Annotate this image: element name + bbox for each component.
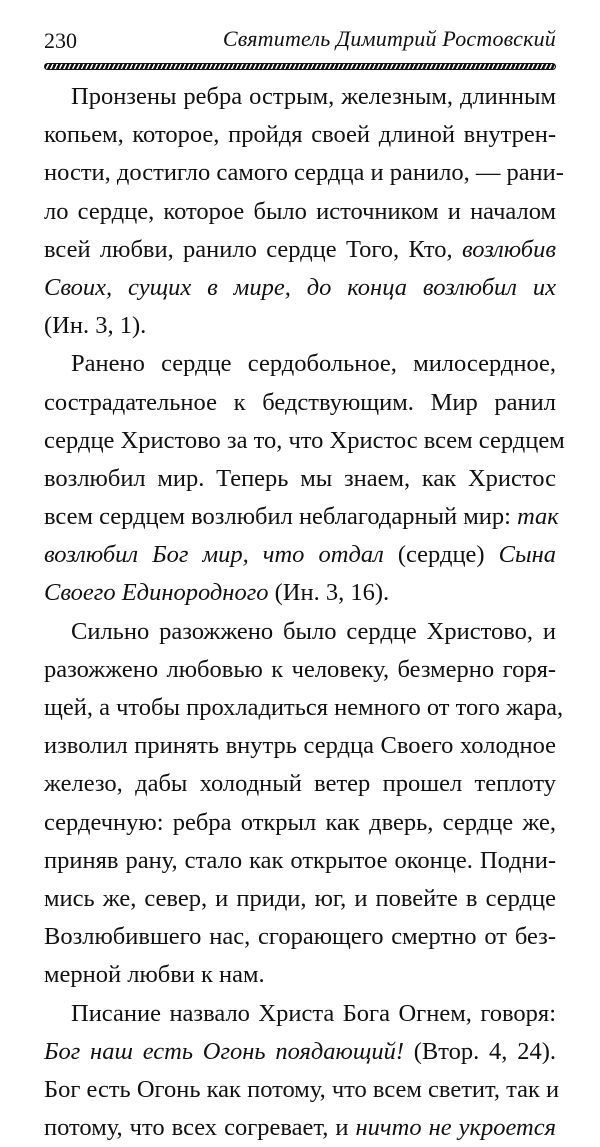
- text-segment: ности, достигло самого сердца и ранило, — рани-: [44, 159, 564, 187]
- text-line: [44, 727, 556, 765]
- page-header: [44, 18, 556, 58]
- text-segment: сердце Христово за то, что Христос всем сердцем: [44, 426, 565, 454]
- text-segment: (Втор. 4, 24).: [413, 1037, 556, 1065]
- text-segment: железо, дабы холодный ветер прошел теплоту: [44, 770, 556, 798]
- text-segment: мись же, север, и приди, юг, и повейте в сердце: [44, 884, 556, 912]
- italic-quote-segment: возлюбив: [461, 235, 556, 263]
- text-line: [44, 765, 556, 803]
- text-line: [44, 231, 556, 269]
- text-segment: Писание назвало Христа Бога Огнем, говоря:: [71, 999, 556, 1027]
- text-line: [44, 956, 556, 994]
- text-line: [44, 307, 556, 345]
- text-line: [44, 193, 556, 231]
- text-segment: приняв рану, стало как открытое оконце. Подни-: [44, 846, 556, 874]
- text-segment: (Ин. 3, 1).: [44, 312, 147, 340]
- text-segment: сердечную: ребра открыл как дверь, сердце же,: [44, 808, 556, 836]
- text-segment: всем сердцем возлюбил неблагодарный мир:: [44, 503, 518, 531]
- body-text: [44, 78, 565, 1147]
- italic-quote-segment: возлюбил Бог мир, что отдал: [44, 541, 398, 569]
- page-number: 230: [44, 28, 77, 53]
- text-line: [44, 269, 556, 307]
- text-line: [44, 116, 556, 154]
- text-segment: мерной любви к нам.: [44, 961, 265, 989]
- italic-quote-segment: Сына: [498, 541, 556, 569]
- text-segment: разожжено любовью к человеку, безмерно горя-: [44, 655, 556, 683]
- text-segment: потому, что всех согревает, и: [44, 1114, 356, 1142]
- italic-quote-segment: Бог наш есть Огонь поядающий!: [44, 1037, 414, 1065]
- text-segment: всей любви, ранило сердце Того, Кто,: [44, 235, 462, 263]
- text-line: [44, 345, 556, 383]
- text-line: [44, 574, 556, 612]
- italic-quote-segment: Своего Единородного: [44, 579, 275, 607]
- text-line: [44, 689, 564, 727]
- text-line: [44, 154, 564, 192]
- text-segment: (Ин. 3, 16).: [274, 579, 390, 607]
- text-line: [44, 1033, 556, 1071]
- text-line: [44, 78, 556, 116]
- text-segment: сострадательное к бедствующим. Мир ранил: [44, 388, 556, 416]
- italic-quote-segment: ничто не укроется: [355, 1114, 556, 1142]
- text-line: [44, 918, 556, 956]
- text-line: [44, 422, 565, 460]
- decorative-rope-rule: [44, 63, 556, 70]
- text-line: [44, 536, 556, 574]
- italic-quote-segment: Своих, сущих в мире, до конца возлюбил их: [44, 273, 556, 301]
- text-line: [44, 804, 556, 842]
- text-line: [44, 613, 556, 651]
- text-segment: Пронзены ребра острым, железным, длинным: [71, 83, 556, 110]
- text-line: [44, 651, 556, 689]
- text-segment: щей, а чтобы прохладиться немного от того жара,: [44, 694, 564, 721]
- text-segment: Ранено сердце сердобольное, милосердное,: [71, 350, 556, 378]
- text-line: [44, 384, 556, 422]
- text-line: [44, 1071, 560, 1109]
- text-line: [44, 460, 556, 498]
- text-line: [44, 995, 556, 1033]
- text-line: [44, 842, 556, 880]
- italic-quote-segment: так: [517, 503, 559, 531]
- text-segment: (сердце): [397, 541, 499, 569]
- text-line: [44, 1109, 556, 1147]
- text-segment: ло сердце, которое было источником и началом: [44, 197, 556, 225]
- text-segment: копьем, которое, пройдя своей длиной внутрен-: [44, 121, 556, 149]
- text-line: [44, 880, 556, 918]
- text-segment: Сильно разожжено было сердце Христово, и: [71, 617, 556, 645]
- text-segment: Бог есть Огонь как потому, что всем светит, так и: [44, 1075, 560, 1103]
- text-segment: возлюбил мир. Теперь мы знаем, как Христос: [44, 464, 556, 492]
- text-segment: изволил принять внутрь сердца Своего холодное: [44, 732, 556, 760]
- running-title: Святитель Димитрий Ростовский: [222, 26, 556, 51]
- text-segment: Возлюбившего нас, сгорающего смертно от без-: [44, 923, 556, 951]
- text-line: [44, 498, 559, 536]
